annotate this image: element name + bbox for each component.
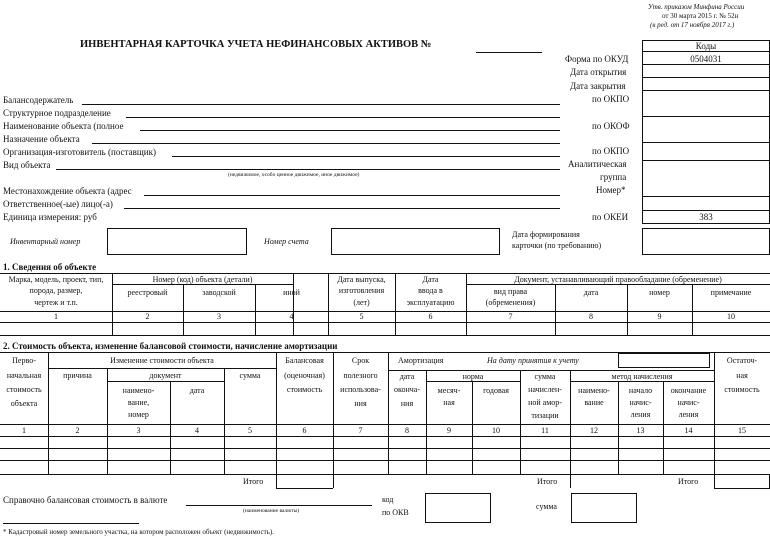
s1-col-factory: заводской	[202, 288, 236, 297]
total-label-2: Итого	[537, 477, 558, 486]
s2-num: 12	[590, 426, 598, 435]
s2-monthly-1: месяч-	[437, 386, 461, 395]
s2-change-group-line	[48, 368, 276, 369]
s1-number-group-line	[112, 284, 293, 285]
okpo2-label: по ОКПО	[592, 146, 630, 156]
s2-change-group: Изменение стоимости объекта	[110, 356, 214, 365]
okei-value: 383	[699, 212, 713, 222]
codes-divider	[642, 210, 770, 211]
structural-unit-line[interactable]	[126, 117, 560, 118]
sum-label: сумма	[536, 502, 557, 511]
card-number-line[interactable]	[476, 52, 542, 53]
s2-num: 3	[136, 426, 141, 435]
s1-num: 7	[508, 312, 513, 321]
unit-label: Единица измерения: руб	[3, 212, 97, 222]
s2-document: документ	[149, 371, 182, 380]
s1-col-right-1: вид права	[493, 287, 528, 296]
s2-term-2: полезного	[343, 371, 378, 380]
s2-amort: Амортизация	[398, 356, 444, 365]
section1-title: 1. Сведения об объекте	[3, 262, 97, 272]
open-date-label: Дата открытия	[570, 67, 627, 77]
s2-col	[224, 368, 225, 474]
s2-balance-3: стоимость	[286, 385, 323, 394]
s2-start-3: ления	[630, 410, 651, 419]
sum-box[interactable]	[571, 493, 637, 523]
total-label-1: Итого	[243, 477, 264, 486]
s2-start-2: начис-	[629, 398, 652, 407]
acceptance-date-box[interactable]	[618, 353, 710, 368]
section2-title: 2. Стоимость объекта, изменение балансовой стоимости, начисление амортизации	[3, 341, 338, 351]
currency-hint: (наименование валюты)	[243, 508, 300, 514]
footnote-divider	[3, 523, 139, 524]
s2-method-line	[570, 381, 714, 382]
s2-num: 1	[22, 426, 26, 435]
s2-term-1: Срок	[351, 356, 370, 365]
approval-line-1: Утв. приказом Минфина России	[648, 3, 745, 11]
s2-num: 10	[492, 426, 500, 435]
okpo-label: по ОКПО	[592, 94, 630, 104]
s2-norm-line	[426, 381, 520, 382]
purpose-line[interactable]	[92, 143, 560, 144]
codes-divider	[642, 90, 770, 91]
card-date-label-2: карточки (по требованию)	[512, 241, 602, 250]
institution-label: Балансодержатель	[3, 95, 74, 105]
s2-col	[388, 352, 389, 474]
s2-col	[107, 368, 108, 474]
s2-row-line	[0, 448, 770, 449]
location-line[interactable]	[144, 195, 560, 196]
page-title: ИНВЕНТАРНАЯ КАРТОЧКА УЧЕТА НЕФИНАНСОВЫХ АКТИВОВ №	[80, 39, 432, 50]
okud-value: 0504031	[690, 54, 722, 64]
codes-divider	[642, 51, 770, 52]
s1-border-top	[0, 273, 770, 274]
s2-accrued-4: тизации	[531, 411, 559, 420]
s2-norm: норма	[462, 372, 484, 381]
object-type-hint: (недвижимое, особо ценное движимое, иное движимое)	[228, 172, 360, 178]
s2-acceptance-date: На дату принятия к учету	[487, 356, 579, 365]
codes-divider	[642, 142, 770, 143]
s1-col-commission-2: ввода в	[418, 286, 443, 295]
s2-reason: причина	[63, 371, 92, 380]
s1-num: 4	[289, 312, 294, 321]
okv-code-label-1: код	[382, 495, 394, 504]
s2-balance-1: Балансовая	[285, 356, 324, 365]
s2-doc-name-1: наимено-	[122, 386, 155, 395]
okud-label: Форма по ОКУД	[565, 54, 629, 64]
s1-col-right-2: (обременения)	[485, 298, 536, 307]
s1-doc-group-line	[466, 284, 770, 285]
s1-num: 3	[217, 312, 221, 321]
s2-num: 2	[75, 426, 80, 435]
s1-col-release-3: (лет)	[353, 298, 370, 307]
s1-col-date: дата	[583, 288, 599, 297]
purpose-label: Назначение объекта	[3, 134, 80, 144]
s2-amount: сумма	[239, 371, 261, 380]
s2-method-name-2: вание	[584, 398, 604, 407]
s2-method: метод начисления	[611, 372, 673, 381]
s2-num: 5	[248, 426, 252, 435]
okv-code-box[interactable]	[425, 493, 491, 523]
manufacturer-label: Организация-изготовитель (поставщик)	[3, 147, 156, 157]
okof-label: по ОКОФ	[592, 121, 630, 131]
s2-method-name-1: наимено-	[578, 386, 610, 395]
approval-line-2: от 30 марта 2015 г. № 52н	[662, 12, 739, 20]
s2-end-1: окончание	[670, 386, 707, 395]
s2-residual-2: ная	[736, 371, 748, 380]
s1-num: 10	[727, 312, 735, 321]
s1-col-model-2: порода, размер,	[29, 286, 83, 295]
analytic-group-label-1: Аналитическая	[568, 159, 627, 169]
s2-num: 9	[447, 426, 451, 435]
ref-value-label: Справочно балансовая стоимость в валюте	[3, 495, 168, 505]
s2-document-line	[107, 381, 224, 382]
manufacturer-line[interactable]	[172, 156, 560, 157]
s2-residual-3: стоимость	[724, 385, 760, 394]
s2-amort-date-2: оконча-	[394, 385, 420, 394]
total-label-3: Итого	[678, 477, 699, 486]
s1-col-model-1: Марка, модель, проект, тип,	[8, 275, 104, 284]
footnote: * Кадастровый номер земельного участка, на котором расположен объект (недвижимость).	[3, 528, 274, 536]
s2-col	[48, 352, 49, 474]
codes-divider	[642, 196, 770, 197]
s1-col-number-group: Номер (код) объекта (детали)	[152, 275, 253, 284]
s2-initial-4: объекта	[10, 399, 38, 408]
s1-col-commission-1: Дата	[422, 275, 439, 284]
s1-num: 1	[54, 312, 58, 321]
s1-nums-bottom	[0, 322, 770, 323]
s2-residual-1: Остаточ-	[726, 356, 758, 365]
number-label: Номер*	[596, 185, 626, 195]
object-type-line[interactable]	[56, 169, 560, 170]
s2-term-4: ния	[354, 399, 367, 408]
s2-total-box-bottom	[714, 488, 770, 489]
institution-line[interactable]	[82, 104, 560, 105]
s2-num: 14	[684, 426, 693, 435]
s2-nums-bottom	[0, 436, 770, 437]
analytic-group-label-2: группа	[600, 172, 627, 182]
s1-col-release-1: Дата выпуска,	[337, 275, 386, 284]
approval-line-3: (в ред. от 17 ноября 2017 г.)	[650, 21, 735, 29]
s2-balance-2: (оценочная)	[284, 371, 325, 380]
object-name-label: Наименование объекта (полное	[3, 121, 124, 131]
s2-annual: годовая	[483, 386, 509, 395]
codes-divider	[642, 160, 770, 161]
s1-col-release-2: изготовления	[338, 286, 385, 295]
s2-accrued-3: ной амор-	[528, 398, 562, 407]
s2-initial-2: начальная	[6, 371, 42, 380]
s2-num: 8	[405, 426, 409, 435]
s2-row-line	[0, 460, 770, 461]
s2-doc-name-3: номер	[128, 410, 149, 419]
responsible-line[interactable]	[124, 208, 560, 209]
s1-num: 2	[145, 312, 150, 321]
codes-header: Коды	[695, 41, 717, 51]
s1-col-registry: реестровый	[127, 288, 168, 297]
s1-col-doc-group: Документ, устанавливающий правообладание (обременение)	[514, 275, 722, 284]
card-date-label-1: Дата формирования	[512, 230, 580, 239]
s1-row-bottom	[0, 335, 770, 336]
s2-num: 13	[636, 426, 645, 435]
s2-monthly-2: ная	[443, 398, 455, 407]
s2-initial-1: Перво-	[12, 356, 36, 365]
codes-divider	[642, 116, 770, 117]
s2-accrued-1: сумма	[534, 372, 556, 381]
s2-amort-date-3: ния	[400, 399, 414, 408]
s2-doc-date: дата	[189, 386, 205, 395]
s1-col-note: примечание	[710, 288, 752, 297]
location-label: Местонахождение объекта (адрес	[3, 186, 132, 196]
okei-label: по ОКЕИ	[592, 212, 629, 222]
s2-num: 11	[541, 426, 549, 435]
s1-col-commission-3: эксплуатацию	[406, 298, 455, 307]
s2-start-1: начало	[628, 386, 653, 395]
s2-initial-3: стоимость	[6, 385, 42, 394]
card-date-box[interactable]	[642, 228, 770, 255]
s1-col-num: номер	[649, 288, 670, 297]
structural-unit-label: Структурное подразделение	[3, 108, 111, 118]
close-date-label: Дата закрытия	[570, 81, 626, 91]
s1-col-other: иной	[283, 288, 300, 297]
s2-accrued-2: начислен-	[528, 385, 562, 394]
s2-num: 6	[302, 426, 307, 435]
object-type-label: Вид объекта	[3, 160, 51, 170]
s2-num: 15	[738, 426, 746, 435]
s2-total-box-bottom	[276, 488, 333, 489]
s2-end-3: ления	[678, 410, 699, 419]
responsible-label: Ответственное(-ые) лицо(-а)	[3, 199, 113, 209]
currency-line[interactable]	[186, 505, 372, 506]
s2-num: 7	[358, 426, 363, 435]
inv-number-box[interactable]	[107, 228, 247, 255]
s2-rows-bottom	[0, 474, 770, 475]
codes-divider	[642, 64, 770, 65]
okv-code-label-2: по ОКВ	[382, 508, 409, 517]
s2-amort-date-1: дата	[399, 372, 415, 381]
s2-amort-line	[388, 370, 714, 371]
s1-num: 8	[589, 312, 593, 321]
inv-number-label: Инвентарный номер	[10, 237, 81, 246]
s1-header-bottom	[0, 311, 770, 312]
s1-num: 6	[428, 312, 433, 321]
s1-col-model-3: чертеж и т.п.	[34, 298, 78, 307]
account-number-box[interactable]	[331, 228, 500, 255]
s2-col	[426, 370, 427, 474]
s2-end-2: начис-	[677, 398, 700, 407]
s2-doc-name-2: вание,	[127, 398, 150, 407]
s2-header-bottom	[0, 424, 770, 425]
object-name-line[interactable]	[140, 130, 560, 131]
s1-col	[293, 273, 294, 335]
s1-num: 5	[359, 312, 364, 321]
s2-term-3: использова-	[340, 385, 381, 394]
s2-num: 4	[195, 426, 199, 435]
s1-num: 9	[657, 312, 662, 321]
account-number-label: Номер счета	[264, 237, 309, 246]
codes-divider	[642, 77, 770, 78]
